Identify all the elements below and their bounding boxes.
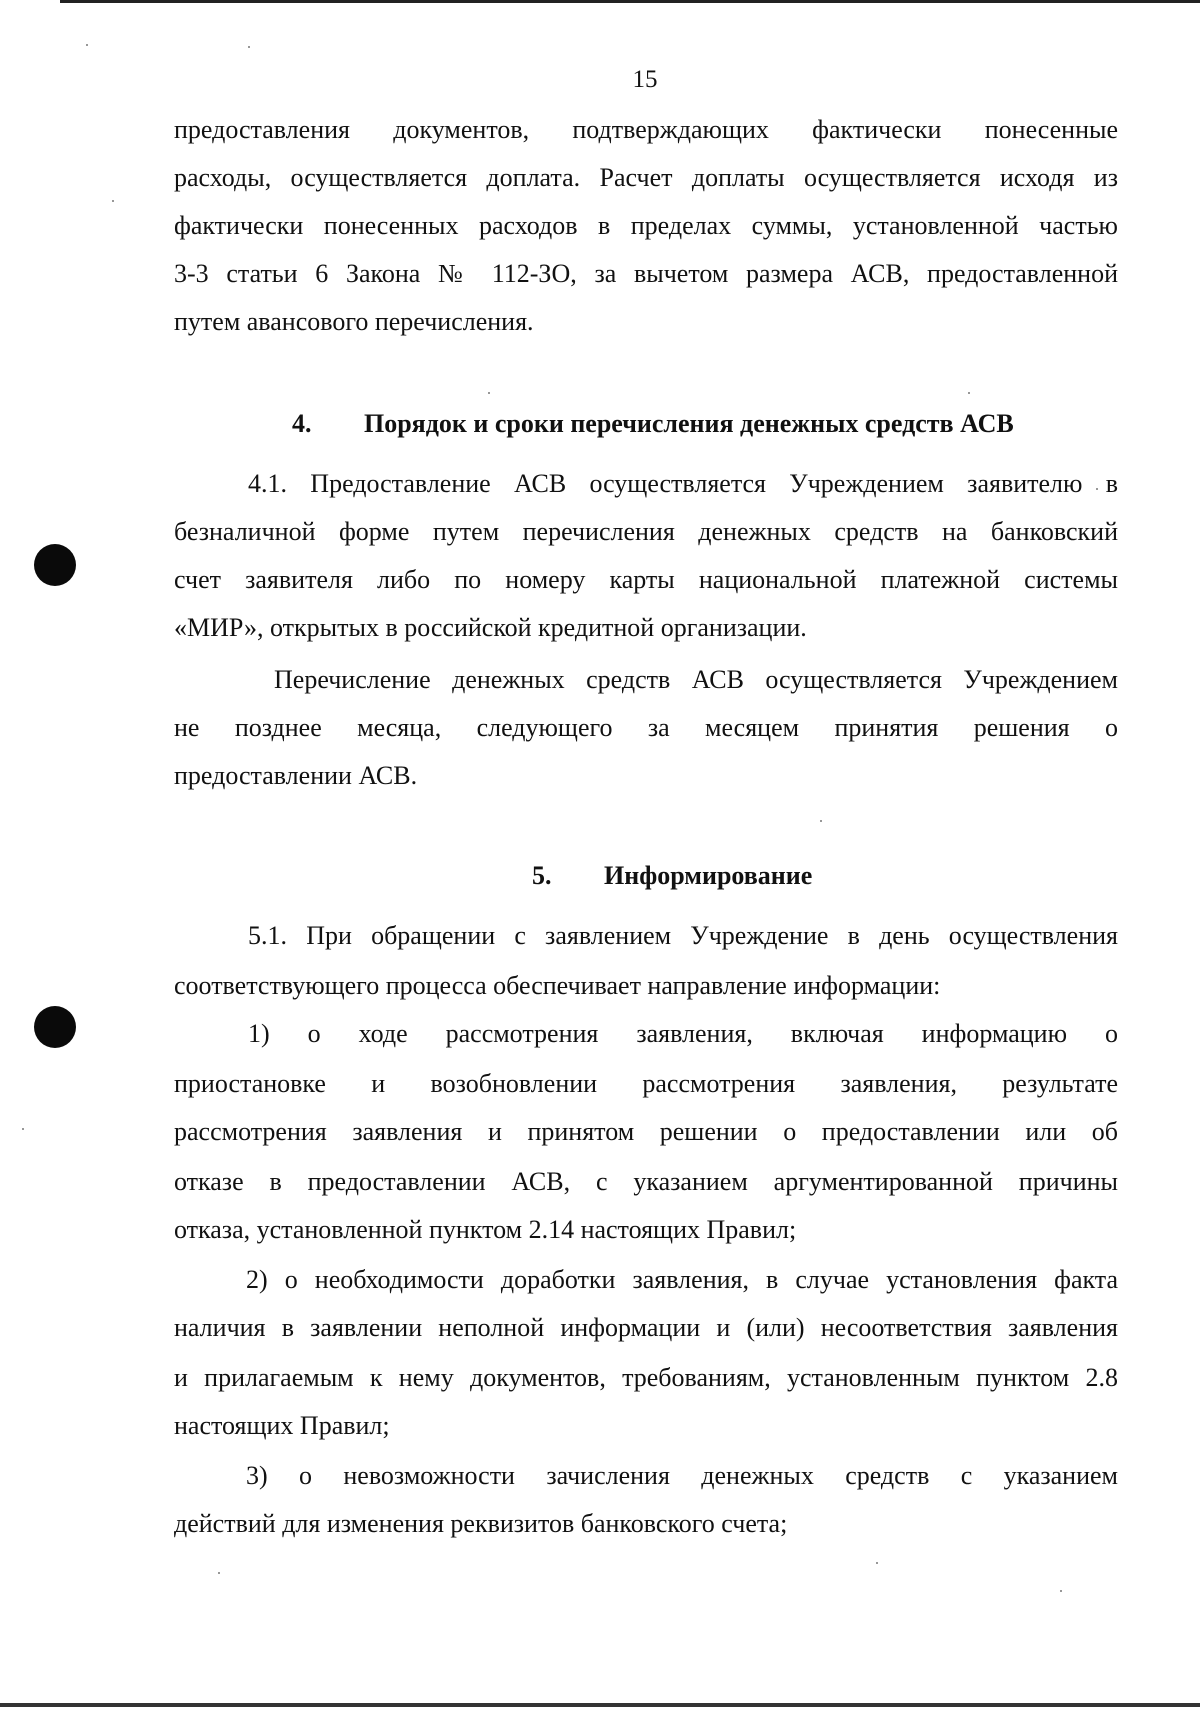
text-line: наличия в заявлении неполной информации и (или) несоответствия заявления: [174, 1313, 1118, 1342]
text-line: отказе в предоставлении АСВ, с указанием аргументированной причины: [174, 1167, 1118, 1196]
punch-hole-icon: [34, 1006, 76, 1048]
scan-speck: [112, 200, 114, 202]
scan-speck: [820, 820, 822, 822]
scan-speck: [1060, 1590, 1062, 1592]
scan-speck: [488, 392, 490, 394]
text-line: предоставлении АСВ.: [174, 761, 418, 790]
text-line: действий для изменения реквизитов банковского счета;: [174, 1509, 788, 1538]
text-line: 3) о невозможности зачисления денежных средств с указанием: [246, 1461, 1118, 1490]
text-line: 4.1. Предоставление АСВ осуществляется Учреждением заявителю в: [248, 469, 1118, 498]
punch-hole-icon: [34, 544, 76, 586]
text-line: фактически понесенных расходов в пределах суммы, установленной частью: [174, 211, 1118, 240]
text-line: «МИР», открытых в российской кредитной организации.: [174, 613, 807, 642]
scan-speck: [248, 46, 250, 48]
text-line: предоставления документов, подтверждающих фактически понесенные: [174, 115, 1118, 144]
text-line: 5.1. При обращении с заявлением Учреждение в день осуществления: [248, 921, 1118, 950]
scan-speck: [86, 44, 88, 46]
scan-speck: [876, 1562, 878, 1564]
scan-speck: [968, 392, 970, 394]
section-4-number: 4.: [292, 409, 312, 438]
section-5-title: Информирование: [604, 861, 813, 890]
scan-speck: [22, 1128, 24, 1130]
scan-bottom-edge: [0, 1703, 1200, 1707]
text-line: расходы, осуществляется доплата. Расчет доплаты осуществляется исходя из: [174, 163, 1118, 192]
text-line: соответствующего процесса обеспечивает направление информации:: [174, 971, 941, 1000]
text-line: рассмотрения заявления и принятом решении о предоставлении или об: [174, 1117, 1118, 1146]
text-line: счет заявителя либо по номеру карты национальной платежной системы: [174, 565, 1118, 594]
text-line: 3-3 статьи 6 Закона № 112-ЗО, за вычетом размера АСВ, предоставленной: [174, 259, 1118, 288]
text-line: путем авансового перечисления.: [174, 307, 534, 336]
text-line: приостановке и возобновлении рассмотрения заявления, результате: [174, 1069, 1118, 1098]
page-number: 15: [632, 66, 658, 93]
text-line: отказа, установленной пунктом 2.14 настоящих Правил;: [174, 1215, 797, 1244]
scan-top-edge: [60, 0, 1200, 3]
text-line: Перечисление денежных средств АСВ осуществляется Учреждением: [274, 665, 1118, 694]
text-line: безналичной форме путем перечисления денежных средств на банковский: [174, 517, 1118, 546]
text-line: настоящих Правил;: [174, 1411, 390, 1440]
scan-speck: [218, 1572, 220, 1574]
text-line: 2) о необходимости доработки заявления, в случае установления факта: [246, 1265, 1118, 1294]
text-line: не позднее месяца, следующего за месяцем принятия решения о: [174, 713, 1118, 742]
section-4-title: Порядок и сроки перечисления денежных средств АСВ: [364, 409, 1014, 438]
text-line: и прилагаемым к нему документов, требованиям, установленным пунктом 2.8: [174, 1363, 1118, 1392]
text-line: 1) о ходе рассмотрения заявления, включая информацию о: [248, 1019, 1118, 1048]
section-5-number: 5.: [532, 861, 552, 890]
